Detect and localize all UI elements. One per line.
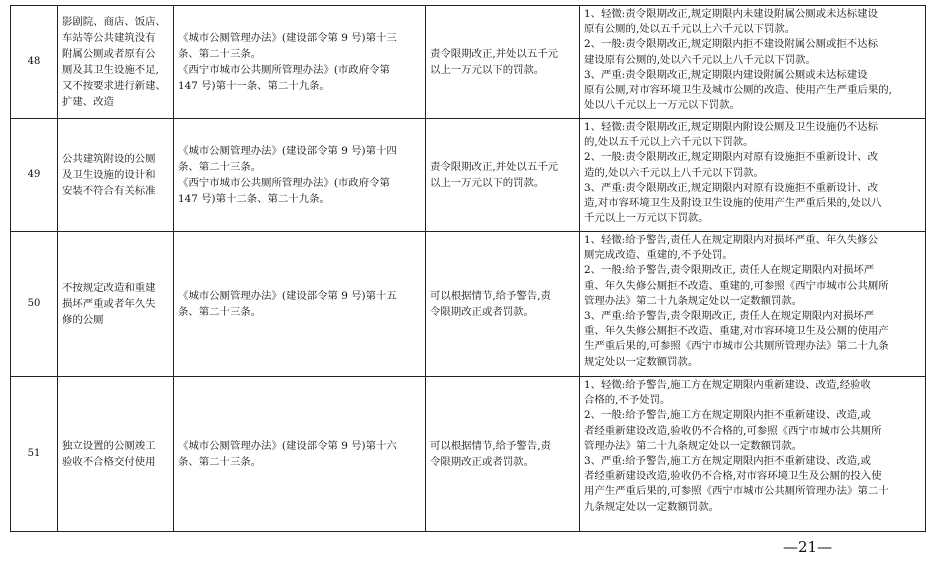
table-row xyxy=(11,6,926,119)
enforcement-standards-table xyxy=(10,5,926,532)
penalty-provision: 责令限期改正,并处以五千元 以上一万元以下的罚款。 xyxy=(426,6,580,119)
row-number: 51 xyxy=(11,377,58,532)
violation-item: 影剧院、商店、饭店、 车站等公共建筑没有 附属公厕或者原有公 厕及其卫生设施不足, 又不按要求进行新建、 扩建、改造 xyxy=(58,6,174,119)
table-row xyxy=(11,119,926,232)
row-number: 50 xyxy=(11,232,58,377)
violation-item: 独立设置的公厕竣工 验收不合格交付使用 xyxy=(58,377,174,532)
discretion-standard: 1、轻微:责令限期改正,规定期限内附设公厕及卫生设施仍不达标 的,处以五千元以上六千元以下罚款。 2、一般:责令限期改正,规定期限内对原有设施拒不重新设计、改 造的,处以六千元以上八千元以下罚款。 3、严重:责令限期改正,规定期限内对原有设施拒不重新设计、改 造,对市容环境卫生及附设卫生设施的使用产生严重后果的,处以八 千元以上一万元以下罚款。 xyxy=(580,119,926,232)
table-row xyxy=(11,377,926,532)
page-number: —21— xyxy=(783,538,833,556)
violation-item: 公共建筑附设的公厕 及卫生设施的设计和 安装不符合有关标准 xyxy=(58,119,174,232)
legal-basis: 《城市公厕管理办法》(建设部令第 9 号)第十三 条、第二十三条。 《西宁市城市公共厕所管理办法》(市政府令第 147 号)第十一条、第二十九条。 xyxy=(174,6,426,119)
violation-item: 不按规定改造和重建 损坏严重或者年久失 修的公厕 xyxy=(58,232,174,377)
row-number: 48 xyxy=(11,6,58,119)
penalty-provision: 可以根据情节,给予警告,责 令限期改正或者罚款。 xyxy=(426,377,580,532)
legal-basis: 《城市公厕管理办法》(建设部令第 9 号)第十六 条、第二十三条。 xyxy=(174,377,426,532)
table-row xyxy=(11,232,926,377)
row-number: 49 xyxy=(11,119,58,232)
discretion-standard: 1、轻微:责令限期改正,规定期限内未建设附属公厕或未达标建设 原有公厕的,处以五千元以上六千元以下罚款。 2、一般:责令限期改正,规定期限内拒不建设附属公厕或拒不达标 建设原有公厕的,处以六千元以上八千元以下罚款。 3、严重:责令限期改正,规定期限内建设附属公厕或未达标建设 原有公厕,对市容环境卫生及城市公厕的改造、使用产生严重后果的, 处以八千元以上一万元以下罚款。 xyxy=(580,6,926,119)
penalty-provision: 责令限期改正,并处以五千元 以上一万元以下的罚款。 xyxy=(426,119,580,232)
discretion-standard: 1、轻微:给予警告,责任人在规定期限内对损坏严重、年久失修公 厕完成改造、重建的,不予处罚。 2、一般:给予警告,责令限期改正, 责任人在规定期限内对损坏严 重、年久失修公厕拒不改造、重建的,可参照《西宁市城市公共厕所 管理办法》第二十九条规定处以一定数额罚款。 3、严重:给予警告,责令限期改正, 责任人在规定期限内对损坏严 重、年久失修公厕拒不改造、重建,对市容环境卫生及公厕的使用产 生严重后果的,可参照《西宁市城市公共厕所管理办法》第二十九条 规定处以一定数额罚款。 xyxy=(580,232,926,377)
legal-basis: 《城市公厕管理办法》(建设部令第 9 号)第十五 条、第二十三条。 xyxy=(174,232,426,377)
legal-basis: 《城市公厕管理办法》(建设部令第 9 号)第十四 条、第二十三条。 《西宁市城市公共厕所管理办法》(市政府令第 147 号)第十二条、第二十九条。 xyxy=(174,119,426,232)
discretion-standard: 1、轻微:给予警告,施工方在规定期限内重新建设、改造,经验收 合格的,不予处罚。 2、一般:给予警告,施工方在规定期限内拒不重新建设、改造,或 者经重新建设改造,验收仍不合格的,可参照《西宁市城市公共厕所 管理办法》第二十九条规定处以一定数额罚款。 3、严重:给予警告,施工方在规定期限内拒不重新建设、改造,或 者经重新建设改造,验收仍不合格,对市容环境卫生及公厕的投入使 用产生严重后果的,可参照《西宁市城市公共厕所管理办法》第二十 九条规定处以一定数额罚款。 xyxy=(580,377,926,532)
penalty-provision: 可以根据情节,给予警告,责 令限期改正或者罚款。 xyxy=(426,232,580,377)
